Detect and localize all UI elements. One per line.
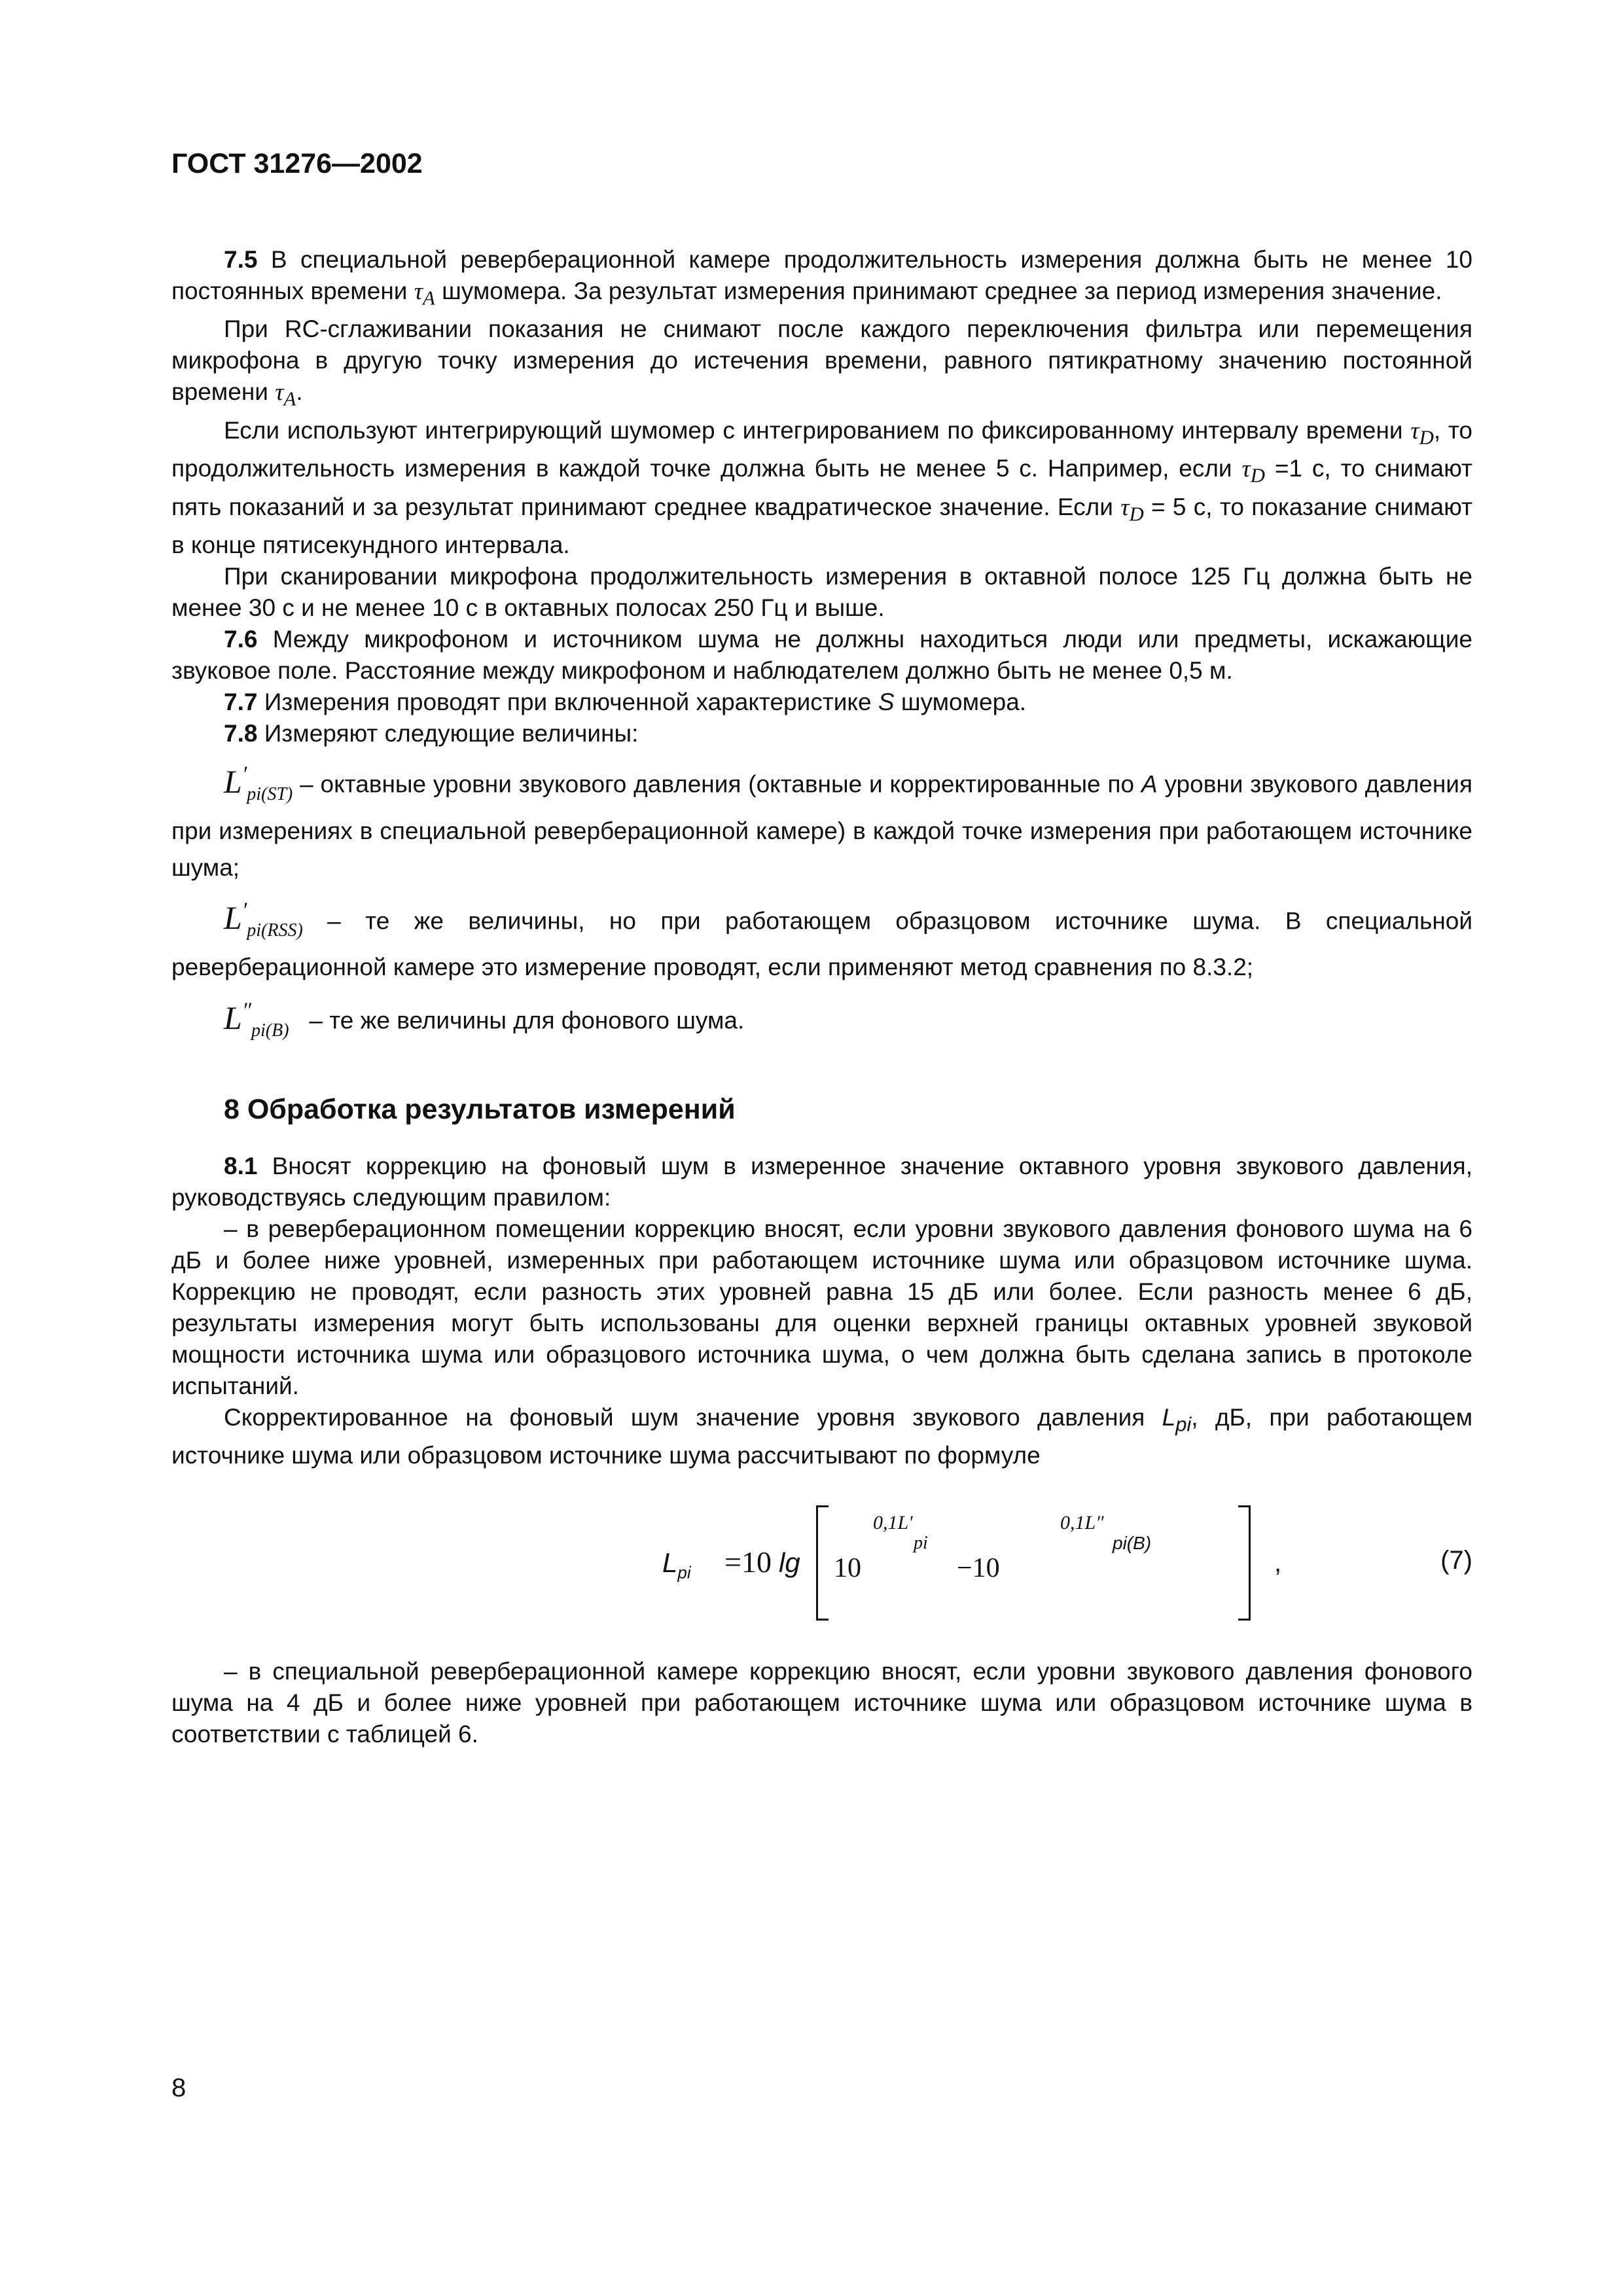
page-number: 8: [171, 2073, 187, 2102]
formula-ten: 10: [834, 1553, 861, 1584]
tau-symbol: $\tau_D$: [1241, 456, 1265, 487]
clause-number: 7.6: [224, 625, 258, 653]
definition-lpi-st: $L'_{pi(ST)}$ – октавные уровни звукового давления (октавные и корректированные по A уровни звукового давления при измерениях в специальной реверберационной камере) в каждой точке измерения при работающем источнике шума;: [171, 761, 1472, 881]
paragraph-special-chamber: – в специальной реверберационной камере коррекцию вносят, если уровни звукового давления фонового шума на 4 дБ и более ниже уровней при работающем источнике шума или образцовом источнике шума в соответствии с таблицей 6.: [171, 1658, 1472, 1748]
paragraph-7-6: 7.6 Между микрофоном и источником шума не должны находиться люди или предметы, искажающие звуковое поле. Расстояние между микрофоном и наблюдателем должно быть не менее 0,5 м.: [171, 625, 1472, 684]
page-content: [171, 148, 1472, 1750]
formula-exponent-2-sub: pi(B): [1113, 1533, 1152, 1554]
formula-comma: ,: [1274, 1549, 1282, 1578]
paragraph-reverberation-room: – в реверберационном помещении коррекцию вносят, если уровни звукового давления фонового шума на 6 дБ и более ниже уровней, измеренных при работающем источнике шума или образцовом источнике шума. Коррекцию не проводят, если разность этих уровней равна 15 дБ или более. Если разность менее 6 дБ, результаты измерения могут быть использованы для оценки верхней границы октавных уровней звуковой мощности источника шума или образцового источника шума, о чем должна быть сделана запись в протоколе испытаний.: [171, 1215, 1472, 1399]
symbol-lpi: $L_{pi}$: [1162, 1403, 1192, 1436]
formula-exponent-2: 0,1L″: [1060, 1512, 1104, 1534]
definition-lpi-b: $L''_{pi(B)}$ – те же величины для фонового шума.: [224, 998, 745, 1041]
formula-exponent-1: 0,1L′: [873, 1512, 913, 1534]
formula-7: [171, 1499, 1472, 1630]
tau-symbol: $\tau_D$: [1120, 493, 1144, 525]
formula-minus-ten: −10: [957, 1553, 1000, 1584]
formula-exponent-1-sub: pi: [914, 1533, 928, 1554]
paragraph-7-5: 7.5 В специальной реверберационной камере продолжительность измерения должна быть не менее 10 постоянных времени $\tau_A$ шумомера. За результат измерения принимают среднее за период измерения значение.: [171, 246, 1472, 310]
document-header: ГОСТ 31276—2002: [171, 148, 423, 179]
paragraph-scanning: При сканировании микрофона продолжительность измерения в октавной полосе 125 Гц должна быть не менее 30 с и не менее 10 с в октавных полосах 250 Гц и выше.: [171, 562, 1472, 621]
paragraph-8-1: 8.1 Вносят коррекцию на фоновый шум в измеренное значение октавного уровня звукового давления, руководствуясь следующим правилом:: [171, 1152, 1472, 1211]
tau-symbol: $\tau_A$: [414, 278, 435, 310]
formula-lhs: $L_{pi}$: [662, 1547, 691, 1583]
clause-number: 8.1: [224, 1152, 258, 1179]
definition-lpi-rss: $L'_{pi(RSS)}$ – те же величины, но при работающем образцовом источнике шума. В специальной реверберационной камере это измерение проводят, если применяют метод сравнения по 8.3.2;: [171, 898, 1472, 981]
tau-symbol: $\tau_D$: [1410, 417, 1434, 449]
clause-number: 7.5: [224, 246, 258, 273]
paragraph-corrected-level: Скорректированное на фоновый шум значение уровня звукового давления $L_{pi}$, дБ, при работающем источнике шума или образцовом источнике шума рассчитывают по формуле: [171, 1403, 1473, 1469]
paragraph-rc-smoothing: При RC-сглаживании показания не снимают после каждого переключения фильтра или перемещения микрофона в другую точку измерения до истечения времени, равного пятикратному значению постоянной времени $\tau_A$.: [171, 315, 1472, 410]
clause-number: 7.7: [224, 688, 258, 715]
paragraph-integrating-meter: Если используют интегрирующий шумомер с интегрированием по фиксированному интервалу времени $\tau_D$, то продолжительность измерения в каждой точке должна быть не менее 5 с. Например, если $\tau_D =1$ с, то снимают пять показаний и за результат принимают среднее квадратическое значение. Если $\tau_D = 5$ с, то показание снимают в конце пятисекундного интервала.: [171, 416, 1473, 558]
paragraph-7-7: 7.7 Измерения проводят при включенной характеристике S шумомера.: [224, 688, 1027, 715]
symbol-l-pi-b: $L''_{pi(B)}$: [224, 998, 289, 1041]
formula-equals-ten: =10: [724, 1545, 772, 1579]
right-bracket: [1238, 1505, 1251, 1621]
formula-lg: lg: [779, 1547, 800, 1579]
tau-symbol: $\tau_A$: [275, 379, 296, 410]
formula-number: (7): [1440, 1546, 1472, 1575]
left-bracket: [816, 1505, 829, 1621]
section-heading-8: 8 Обработка результатов измерений: [224, 1093, 736, 1125]
paragraph-7-8: 7.8 Измеряют следующие величины:: [224, 719, 639, 747]
symbol-l-pi-rss: $L'_{pi(RSS)}$: [224, 898, 303, 941]
clause-number: 7.8: [224, 719, 258, 747]
symbol-l-pi-st: $L'_{pi(ST)}$: [224, 761, 293, 804]
